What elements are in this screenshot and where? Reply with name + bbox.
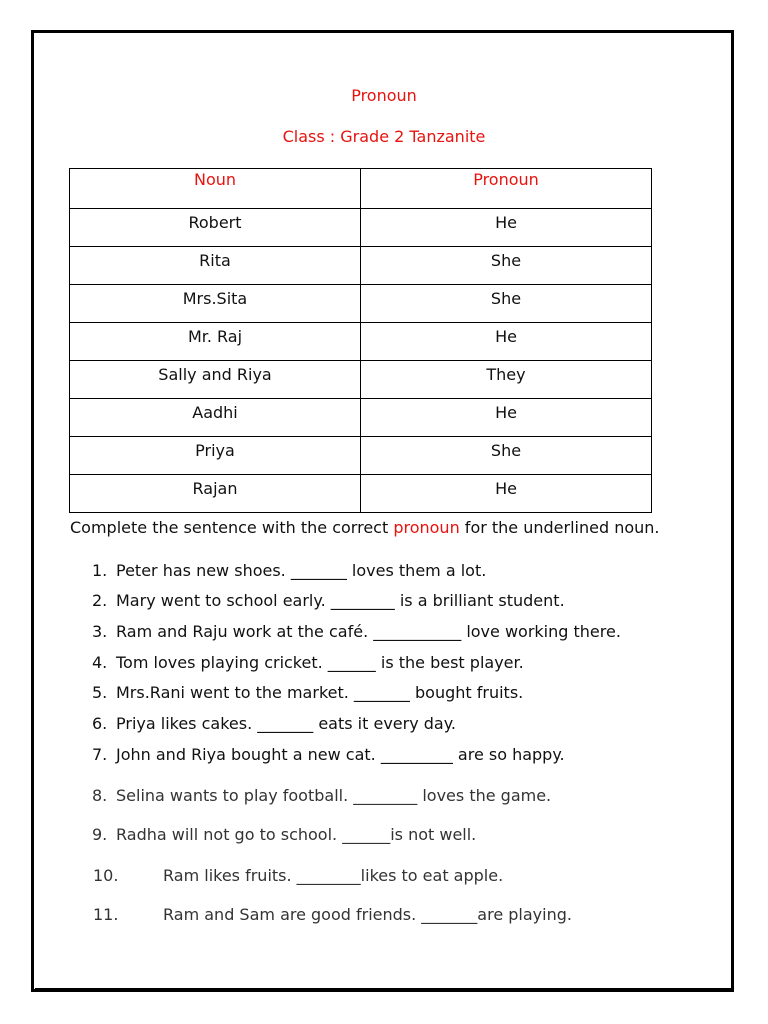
question-number: 1. (92, 561, 108, 580)
instruction-highlight: pronoun (393, 518, 460, 537)
noun-pronoun-table (69, 168, 652, 513)
noun-cell: Rita (70, 247, 361, 285)
noun-cell: Priya (70, 437, 361, 475)
question-number: 8. (92, 786, 108, 805)
table-row (70, 399, 652, 437)
question-text: Ram likes fruits. ________likes to eat apple. (163, 866, 504, 885)
noun-cell: Mrs.Sita (70, 285, 361, 323)
question-number: 2. (92, 591, 108, 610)
question-number: 7. (92, 745, 108, 764)
noun-cell: Mr. Raj (70, 323, 361, 361)
question-text: Ram and Sam are good friends. _______are playing. (163, 905, 572, 924)
instruction-before: Complete the sentence with the correct (70, 518, 394, 537)
table-row (70, 209, 652, 247)
question-number: 10. (93, 866, 119, 885)
table-row (70, 475, 652, 513)
question-number: 11. (93, 905, 119, 924)
pronoun-cell: He (361, 323, 652, 361)
table-row (70, 247, 652, 285)
question-text: Tom loves playing cricket. ______ is the best player. (116, 653, 524, 672)
pronoun-cell: They (361, 361, 652, 399)
pronoun-cell: She (361, 247, 652, 285)
table-row (70, 361, 652, 399)
instruction-after: for the underlined noun. (459, 518, 660, 537)
question-number: 6. (92, 714, 108, 733)
column-header-pronoun: Pronoun (361, 169, 652, 209)
noun-cell: Rajan (70, 475, 361, 513)
pronoun-cell: He (361, 475, 652, 513)
table-row (70, 285, 652, 323)
table-header-row (70, 169, 652, 209)
question-text: Peter has new shoes. _______ loves them a lot. (116, 561, 487, 580)
question-number: 9. (92, 825, 108, 844)
question-number: 3. (92, 622, 108, 641)
class-subtitle: Class : Grade 2 Tanzanite (282, 127, 486, 146)
page-border-bottom-line (35, 988, 734, 989)
page-title: Pronoun (351, 86, 417, 105)
noun-cell: Robert (70, 209, 361, 247)
table-row (70, 323, 652, 361)
question-number: 5. (92, 683, 108, 702)
noun-cell: Aadhi (70, 399, 361, 437)
noun-cell: Sally and Riya (70, 361, 361, 399)
pronoun-cell: She (361, 285, 652, 323)
question-text: Selina wants to play football. ________ loves the game. (116, 786, 552, 805)
question-text: Ram and Raju work at the café. ___________ love working there. (116, 622, 621, 641)
question-number: 4. (92, 653, 108, 672)
question-text: John and Riya bought a new cat. _________ are so happy. (116, 745, 565, 764)
question-text: Mary went to school early. ________ is a brilliant student. (116, 591, 565, 610)
instruction-text (70, 518, 660, 537)
table-row (70, 437, 652, 475)
question-text: Mrs.Rani went to the market. _______ bought fruits. (116, 683, 524, 702)
pronoun-cell: He (361, 209, 652, 247)
question-text: Priya likes cakes. _______ eats it every day. (116, 714, 457, 733)
pronoun-cell: She (361, 437, 652, 475)
column-header-noun: Noun (70, 169, 361, 209)
question-text: Radha will not go to school. ______is not well. (116, 825, 477, 844)
pronoun-cell: He (361, 399, 652, 437)
